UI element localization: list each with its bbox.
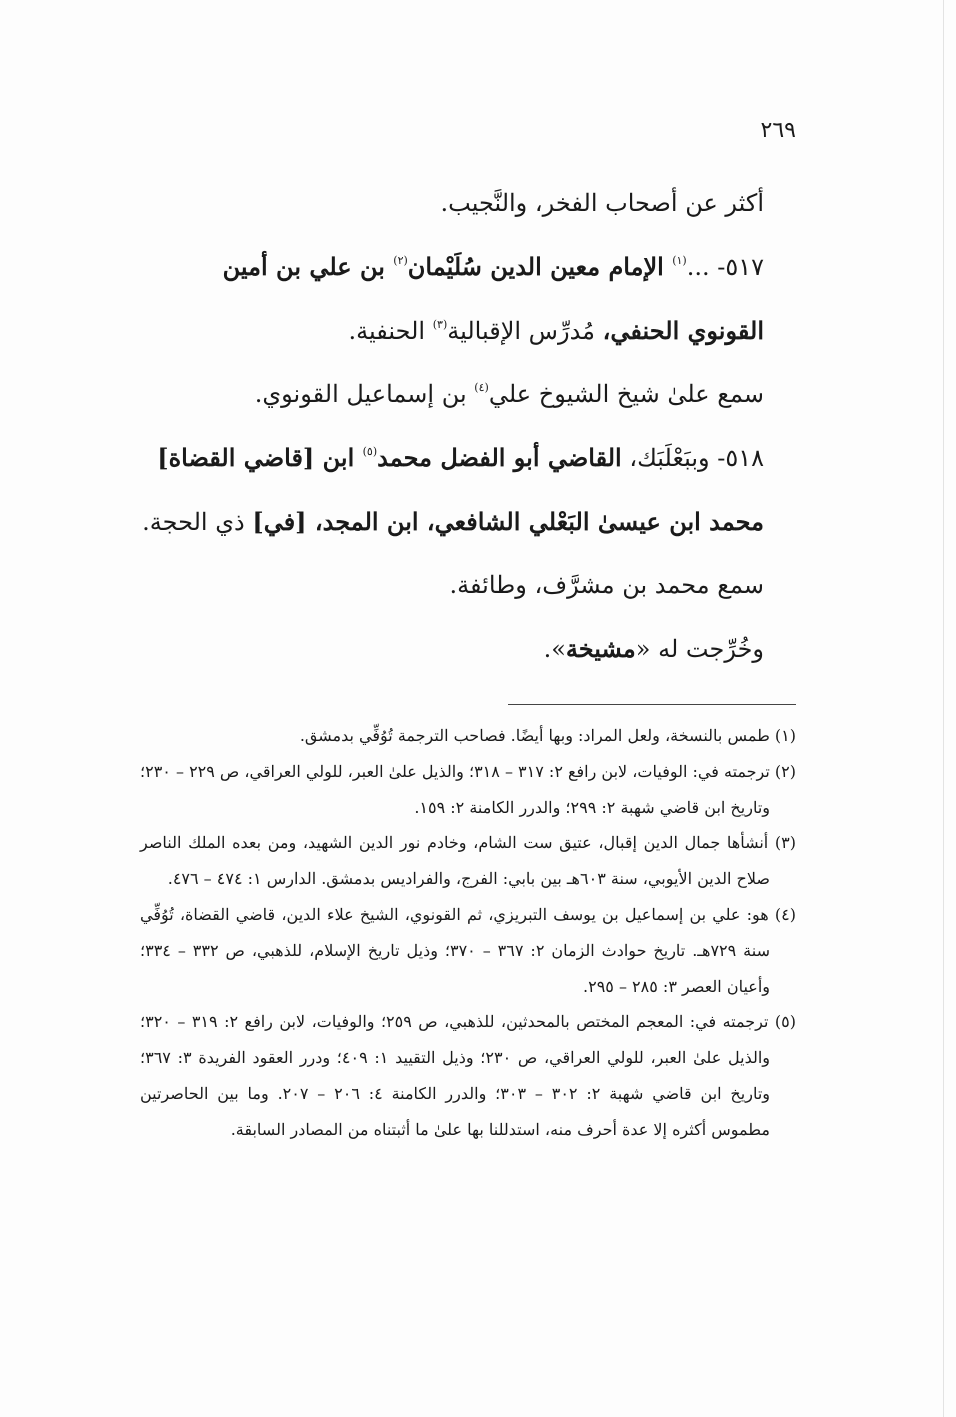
footnote-ref-3: (٣) (432, 318, 448, 331)
footnote-ref-4: (٤) (474, 381, 489, 394)
entry-517-role: مُدرِّس الإقبالية (447, 317, 603, 345)
footnote-1: (١) طمس بالنسخة، ولعل المراد: وبها أيضًا. فصاحب الترجمة تُوُفِّي بدمشق. (299, 726, 796, 745)
paragraph-6-b: ». (543, 635, 566, 663)
paragraph-3 (140, 363, 796, 426)
page-number: ٢٦٩ (760, 118, 796, 143)
page-edge (943, 0, 944, 1417)
entry-518 (140, 426, 796, 554)
footnote-ref-1: (١) (672, 254, 687, 267)
entry-517-number: ٥١٧- ... (686, 253, 764, 281)
main-text (140, 172, 796, 681)
paragraph-5: سمع محمد بن مشرَّف، وطائفة. (449, 571, 764, 599)
entry-518-number: ٥١٨- وببَعْلَبَك، (621, 444, 764, 472)
footnotes (140, 718, 796, 1148)
footnote-ref-5: (٥) (362, 445, 378, 458)
paragraph-6-bold: مشيخة (565, 634, 636, 663)
entry-518-date: ذي الحجة. (142, 508, 253, 536)
entry-517 (140, 235, 796, 363)
entry-518-lineage: ابن [قاضي القضاة] محمد ابن عيسىٰ البَعْلي الشافعي، ابن المجد، [في] (157, 443, 764, 536)
footnote-3: (٣) أنشأها جمال الدين إقبال، عتيق ست الشام، وخادم نور الدين الشهيد، ومن بعده الملك الناصر صلاح الدين الأيوبي، سنة ٦٠٣هـ بين بابي: الفرج، والفراديس بدمشق. الدارس ١: ٤٧٤ – ٤٧٦. (140, 833, 796, 889)
footnote-ref-2: (٢) (393, 254, 408, 267)
paragraph-3-a: سمع علىٰ شيخ الشيوخ علي (488, 380, 764, 408)
footnote-5: (٥) ترجمته في: المعجم المختص بالمحدثين، للذهبي، ص ٢٥٩؛ والوفيات، لابن رافع ٢: ٣١٩ – ٣٢٠؛ والذيل علىٰ العبر، للولي العراقي، ص ٢٣٠؛ وذيل التقييد ١: ٤٠٩؛ ودرر العقود الفريدة ٣: ٣٦٧؛ وتاريخ ابن قاضي شهبة ٢: ٣٠٢ – ٣٠٣؛ والدرر الكامنة ٤: ٢٠٦ – ٢٠٧. وما بين الحاصرتين مطموس أكثره إلا عدة أحرف منه، استدللنا بها علىٰ ما أثبتناه من المصادر السابقة. (140, 1012, 796, 1139)
footnote-4: (٤) هو: علي بن إسماعيل بن يوسف التبريزي، ثم القونوي، الشيخ علاء الدين، قاضي القضاة، تُوُفِّي سنة ٧٢٩هـ. تاريخ حوادث الزمان ٢: ٣٦٧ – ٣٧٠؛ وذيل تاريخ الإسلام، للذهبي، ص ٣٣٢ – ٣٣٤؛ وأعيان العصر ٣: ٢٨٥ – ٢٩٥. (140, 904, 796, 996)
paragraph-6-a: وخُرِّجت له « (635, 635, 764, 663)
entry-518-name: القاضي أبو الفضل محمد (377, 443, 622, 472)
footnote-divider (508, 704, 796, 705)
footnote-2: (٢) ترجمته في: الوفيات، لابن رافع ٢: ٣١٧ – ٣١٨؛ والذيل علىٰ العبر، للولي العراقي، ص ٢٢٩ – ٢٣٠؛ وتاريخ ابن قاضي شهبة ٢: ٢٩٩؛ والدرر الكامنة ٢: ١٥٩. (140, 761, 796, 817)
entry-517-school: الحنفية. (348, 317, 433, 345)
entry-517-lineage: بن علي بن أمين القونوي الحنفي، (222, 252, 764, 345)
paragraph-6 (140, 617, 796, 681)
paragraph-3-b: بن إسماعيل القونوي. (254, 380, 475, 408)
entry-517-name: الإمام معين الدين سُلَيْمان (407, 252, 673, 281)
paragraph-1: أكثر عن أصحاب الفخر، والنَّجيب. (440, 189, 764, 217)
